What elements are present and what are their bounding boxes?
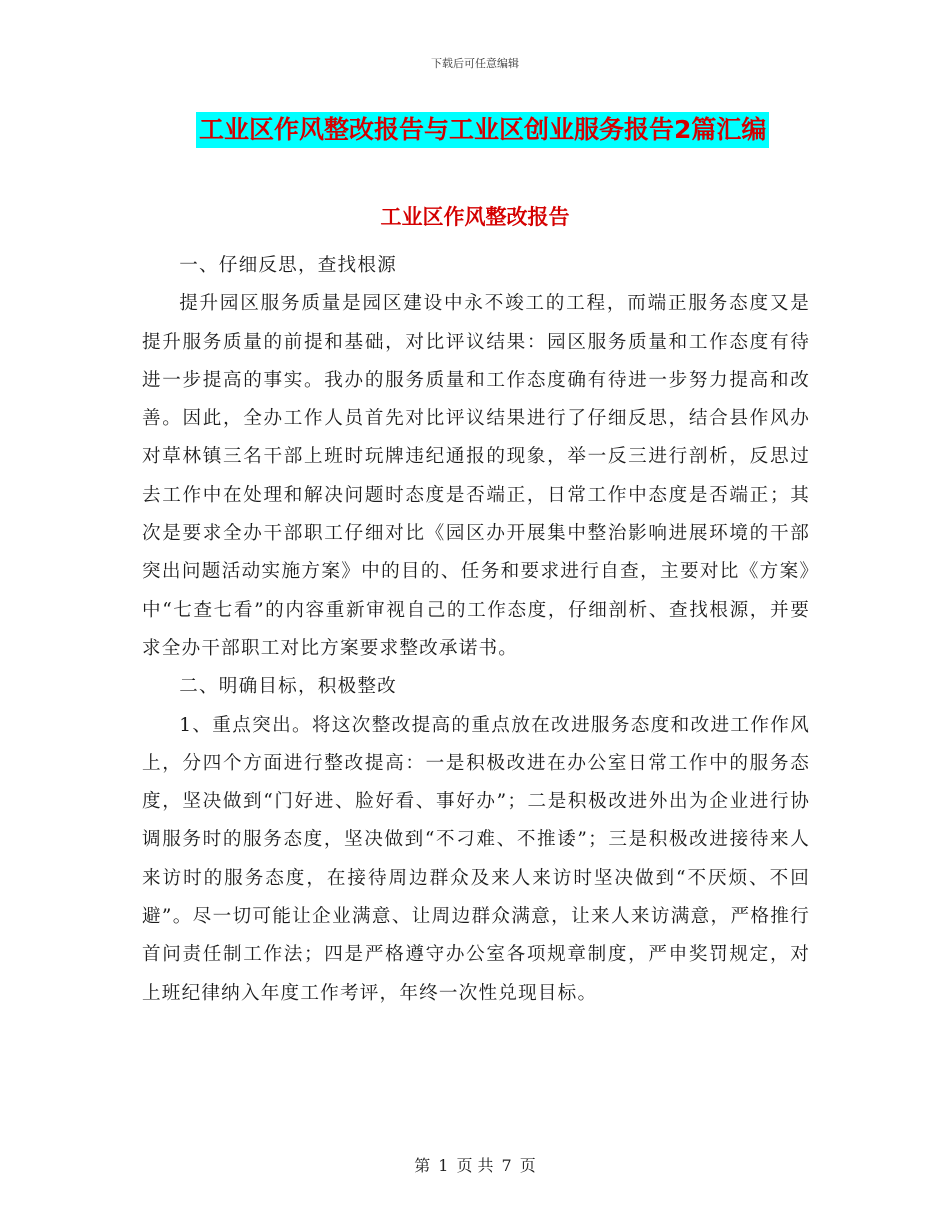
footer-middle: 页 共: [456, 1156, 494, 1175]
paragraph-heading-2: 二、明确目标，积极整改: [179, 676, 397, 698]
footer-suffix: 页: [519, 1156, 536, 1175]
total-pages-number: 7: [501, 1156, 512, 1175]
section-title: 工业区作风整改报告: [380, 205, 570, 229]
document-body: [142, 247, 810, 1013]
paragraph: 提升园区服务质量是园区建设中永不竣工的工程，而端正服务态度又是提升服务质量的前提和基础，对比评议结果：园区服务质量和工作态度有待进一步提高的事实。我办的服务质量和工作态度确有待进一步努力提高和改善。因此，全办工作人员首先对比评议结果进行了仔细反思，结合县作风办对草林镇三名干部上班时玩牌违纪通报的现象，举一反三进行剖析，反思过去工作中在处理和解决问题时态度是否端正，日常工作中态度是否端正；其次是要求全办干部职工仔细对比《园区办开展集中整治影响进展环境的干部突出问题活动实施方案》中的目的、任务和要求进行自查，主要对比《方案》中“七查七看”的内容重新审视自己的工作态度，仔细剖析、查找根源，并要求全办干部职工对比方案要求整改承诺书。: [142, 293, 810, 659]
document-title: 工业区作风整改报告与工业区创业服务报告2篇汇编: [196, 112, 769, 148]
current-page-number: 1: [438, 1156, 449, 1175]
footer-prefix: 第: [414, 1156, 431, 1175]
paragraph-heading-1: 一、仔细反思，查找根源: [179, 255, 397, 276]
page-footer: [0, 1153, 950, 1176]
header-note: 下载后可任意编辑: [431, 57, 519, 70]
paragraph: 1、重点突出。将这次整改提高的重点放在改进服务态度和改进工作作风上，分四个方面进行整改提高：一是积极改进在办公室日常工作中的服务态度，坚决做到“门好进、脸好看、事好办”；二是积极改进外出为企业进行协调服务时的服务态度，坚决做到“不刁难、不推诿”；三是积极改进接待来人来访时的服务态度，在接待周边群众及来人来访时坚决做到“不厌烦、不回避”。尽一切可能让企业满意、让周边群众满意，让来人来访满意，严格推行首问责任制工作法；四是严格遵守办公室各项规章制度，严申奖罚规定，对上班纪律纳入年度工作考评，年终一次性兑现目标。: [142, 714, 810, 1004]
